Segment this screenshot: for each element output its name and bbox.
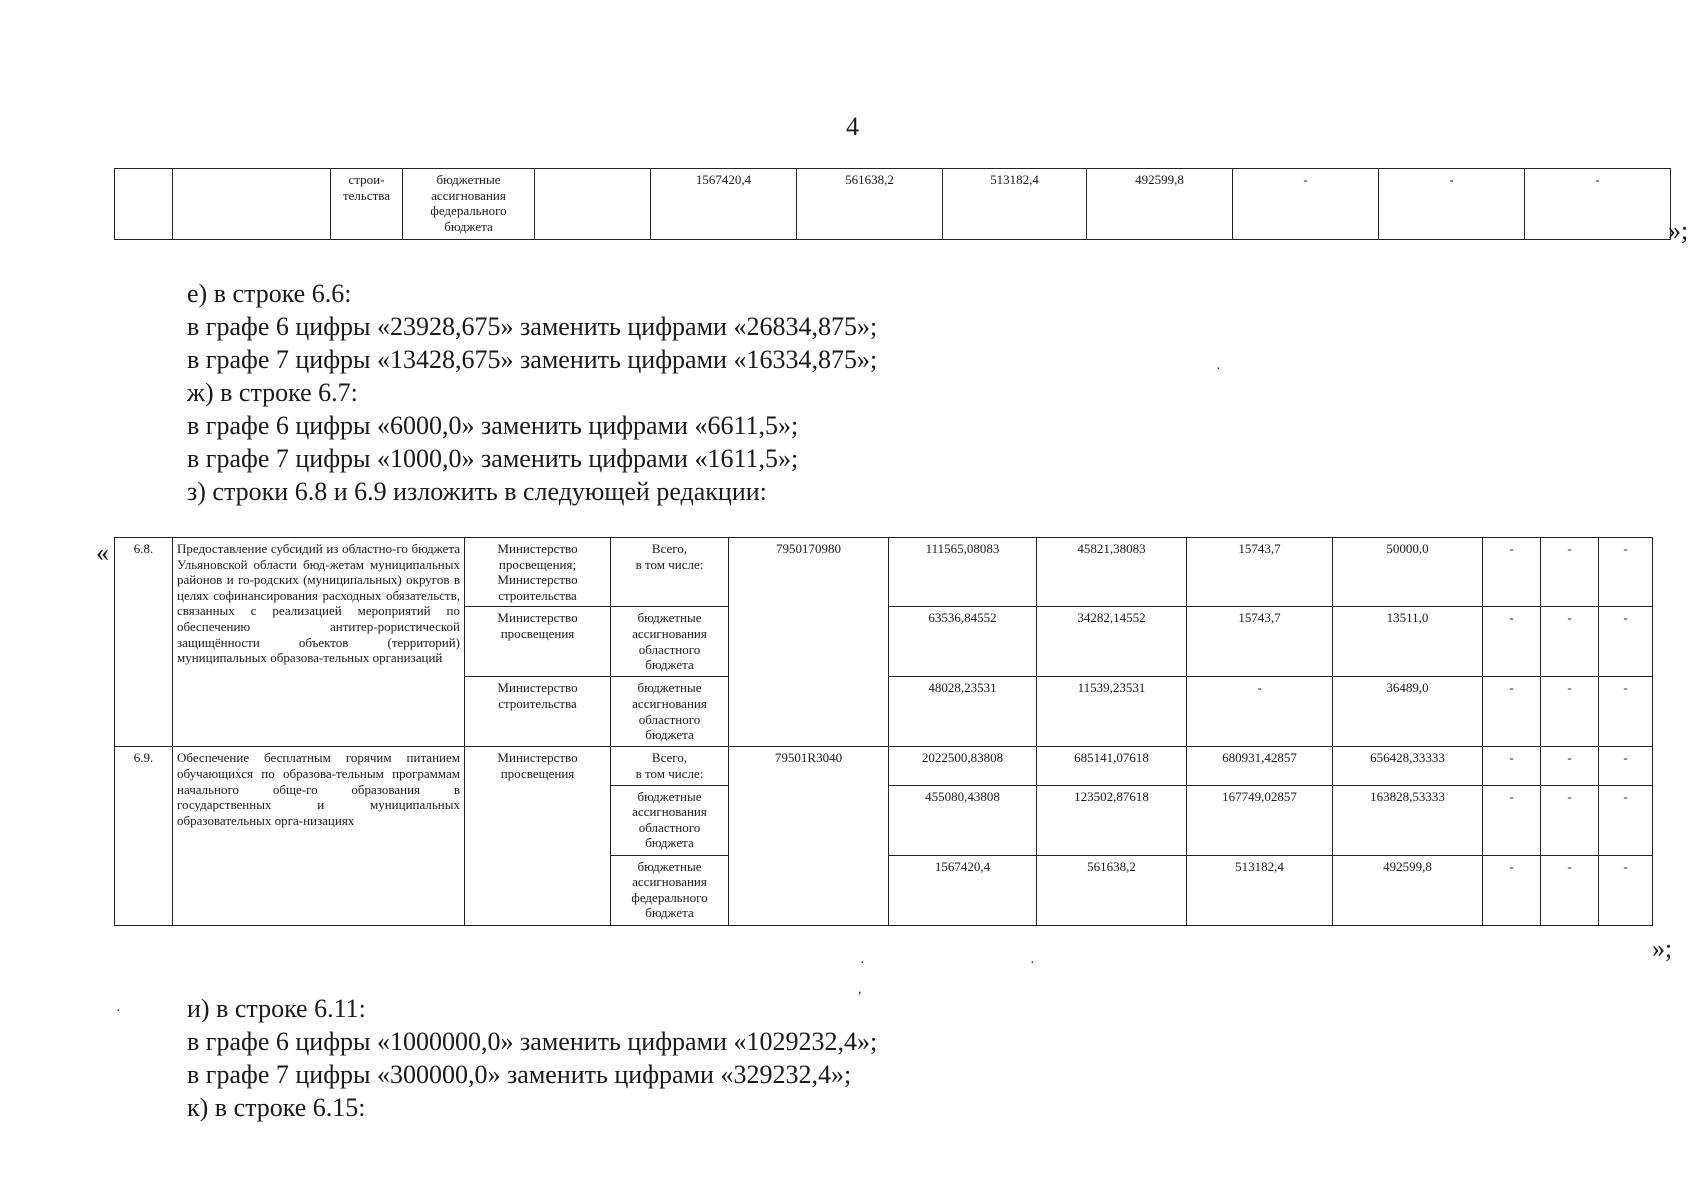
value-cell: 36489,0 xyxy=(1333,677,1483,747)
row-description: Обеспечение бесплатным горячим питанием обучающихся по образова-тельным программам начального обще-го образования в государственных и муниципальных образовательных орга-низациях xyxy=(173,747,465,925)
row-number: 6.8. xyxy=(115,538,173,747)
paragraph: в графе 7 цифры «1000,0» заменить цифрами «1611,5»; xyxy=(187,444,799,473)
row-description: Предоставление субсидий из областно-го бюджета Ульяновской области бюд-жетам муниципальных районов и го-родских (муниципальных) округов в целях софинансирования расходных обязательств, связанных с реализацией мероприятий по обеспечению антитер-рористической защищённости объектов (территорий) муниципальных образова-тельных организаций xyxy=(173,538,465,747)
value-cell: 685141,07618 xyxy=(1037,747,1187,785)
value-cell: 513182,4 xyxy=(1187,855,1333,925)
value-cell: - xyxy=(1541,677,1599,747)
paragraph: в графе 6 цифры «23928,675» заменить цифрами «26834,875»; xyxy=(187,312,878,341)
code-cell: 7950170980 xyxy=(729,538,889,747)
value-cell: 34282,14552 xyxy=(1037,607,1187,677)
table-row xyxy=(115,169,1671,240)
table-row xyxy=(115,538,1653,607)
row-number: 6.9. xyxy=(115,747,173,925)
table-cell: 513182,4 xyxy=(943,169,1087,240)
table-row xyxy=(115,747,1653,785)
executor-cell: Министерство просвещения xyxy=(465,747,611,925)
value-cell: 656428,33333 xyxy=(1333,747,1483,785)
value-cell: 11539,23531 xyxy=(1037,677,1187,747)
source-cell: бюджетные ассигнования областного бюджета xyxy=(611,677,729,747)
opening-quote-mark: « xyxy=(96,538,109,567)
value-cell: 48028,23531 xyxy=(889,677,1037,747)
value-cell: - xyxy=(1599,855,1653,925)
paragraph: к) в строке 6.15: xyxy=(187,1093,366,1122)
value-cell: - xyxy=(1483,677,1541,747)
paragraph: в графе 7 цифры «300000,0» заменить цифрами «329232,4»; xyxy=(187,1060,852,1089)
paragraph: е) в строке 6.6: xyxy=(187,279,352,308)
table-cell: - xyxy=(1379,169,1525,240)
closing-quote-mark: »; xyxy=(1668,216,1689,245)
executor-cell: Министерство просвещения; Министерство строительства xyxy=(465,538,611,607)
source-cell: бюджетные ассигнования областного бюджета xyxy=(611,607,729,677)
value-cell: 561638,2 xyxy=(1037,855,1187,925)
table-cell: строи- тельства xyxy=(331,169,403,240)
value-cell: 1567420,4 xyxy=(889,855,1037,925)
paragraph: в графе 6 цифры «6000,0» заменить цифрами «6611,5»; xyxy=(187,411,799,440)
value-cell: 680931,42857 xyxy=(1187,747,1333,785)
value-cell: 492599,8 xyxy=(1333,855,1483,925)
source-cell: Всего, в том числе: xyxy=(611,538,729,607)
value-cell: - xyxy=(1483,785,1541,855)
value-cell: 167749,02857 xyxy=(1187,785,1333,855)
value-cell: - xyxy=(1541,747,1599,785)
value-cell: - xyxy=(1599,747,1653,785)
table-cell: - xyxy=(1525,169,1671,240)
value-cell: - xyxy=(1483,855,1541,925)
value-cell: - xyxy=(1599,538,1653,607)
value-cell: - xyxy=(1541,607,1599,677)
value-cell: 13511,0 xyxy=(1333,607,1483,677)
executor-cell: Министерство строительства xyxy=(465,677,611,747)
value-cell: 63536,84552 xyxy=(889,607,1037,677)
value-cell: - xyxy=(1599,785,1653,855)
value-cell: 15743,7 xyxy=(1187,607,1333,677)
value-cell: - xyxy=(1541,785,1599,855)
paragraph: з) строки 6.8 и 6.9 изложить в следующей редакции: xyxy=(187,477,767,506)
table-cell: 492599,8 xyxy=(1087,169,1233,240)
table-cell: бюджетные ассигнования федерального бюджета xyxy=(403,169,535,240)
table-cell xyxy=(535,169,651,240)
value-cell: - xyxy=(1483,538,1541,607)
value-cell: 50000,0 xyxy=(1333,538,1483,607)
value-cell: 2022500,83808 xyxy=(889,747,1037,785)
table-cell xyxy=(173,169,331,240)
value-cell: - xyxy=(1541,855,1599,925)
value-cell: 45821,38083 xyxy=(1037,538,1187,607)
table-cell: - xyxy=(1233,169,1379,240)
value-cell: 123502,87618 xyxy=(1037,785,1187,855)
table-cell: 561638,2 xyxy=(797,169,943,240)
value-cell: 163828,53333 xyxy=(1333,785,1483,855)
value-cell: - xyxy=(1187,677,1333,747)
source-cell: Всего, в том числе: xyxy=(611,747,729,785)
table-cell: 1567420,4 xyxy=(651,169,797,240)
program-table xyxy=(114,537,1653,926)
value-cell: - xyxy=(1483,607,1541,677)
value-cell: 455080,43808 xyxy=(889,785,1037,855)
value-cell: - xyxy=(1599,677,1653,747)
continuation-table xyxy=(114,168,1671,240)
closing-quote-mark: »; xyxy=(1652,934,1673,963)
paragraph: в графе 7 цифры «13428,675» заменить цифрами «16334,875»; xyxy=(187,345,878,374)
paragraph: и) в строке 6.11: xyxy=(187,994,366,1023)
paragraph: ж) в строке 6.7: xyxy=(187,378,358,407)
value-cell: 15743,7 xyxy=(1187,538,1333,607)
value-cell: - xyxy=(1541,538,1599,607)
page-number: 4 xyxy=(846,112,859,141)
value-cell: 111565,08083 xyxy=(889,538,1037,607)
source-cell: бюджетные ассигнования федерального бюджета xyxy=(611,855,729,925)
value-cell: - xyxy=(1483,747,1541,785)
paragraph: в графе 6 цифры «1000000,0» заменить цифрами «1029232,4»; xyxy=(187,1027,878,1056)
source-cell: бюджетные ассигнования областного бюджета xyxy=(611,785,729,855)
executor-cell: Министерство просвещения xyxy=(465,607,611,677)
value-cell: - xyxy=(1599,607,1653,677)
code-cell: 79501R3040 xyxy=(729,747,889,925)
table-cell xyxy=(115,169,173,240)
